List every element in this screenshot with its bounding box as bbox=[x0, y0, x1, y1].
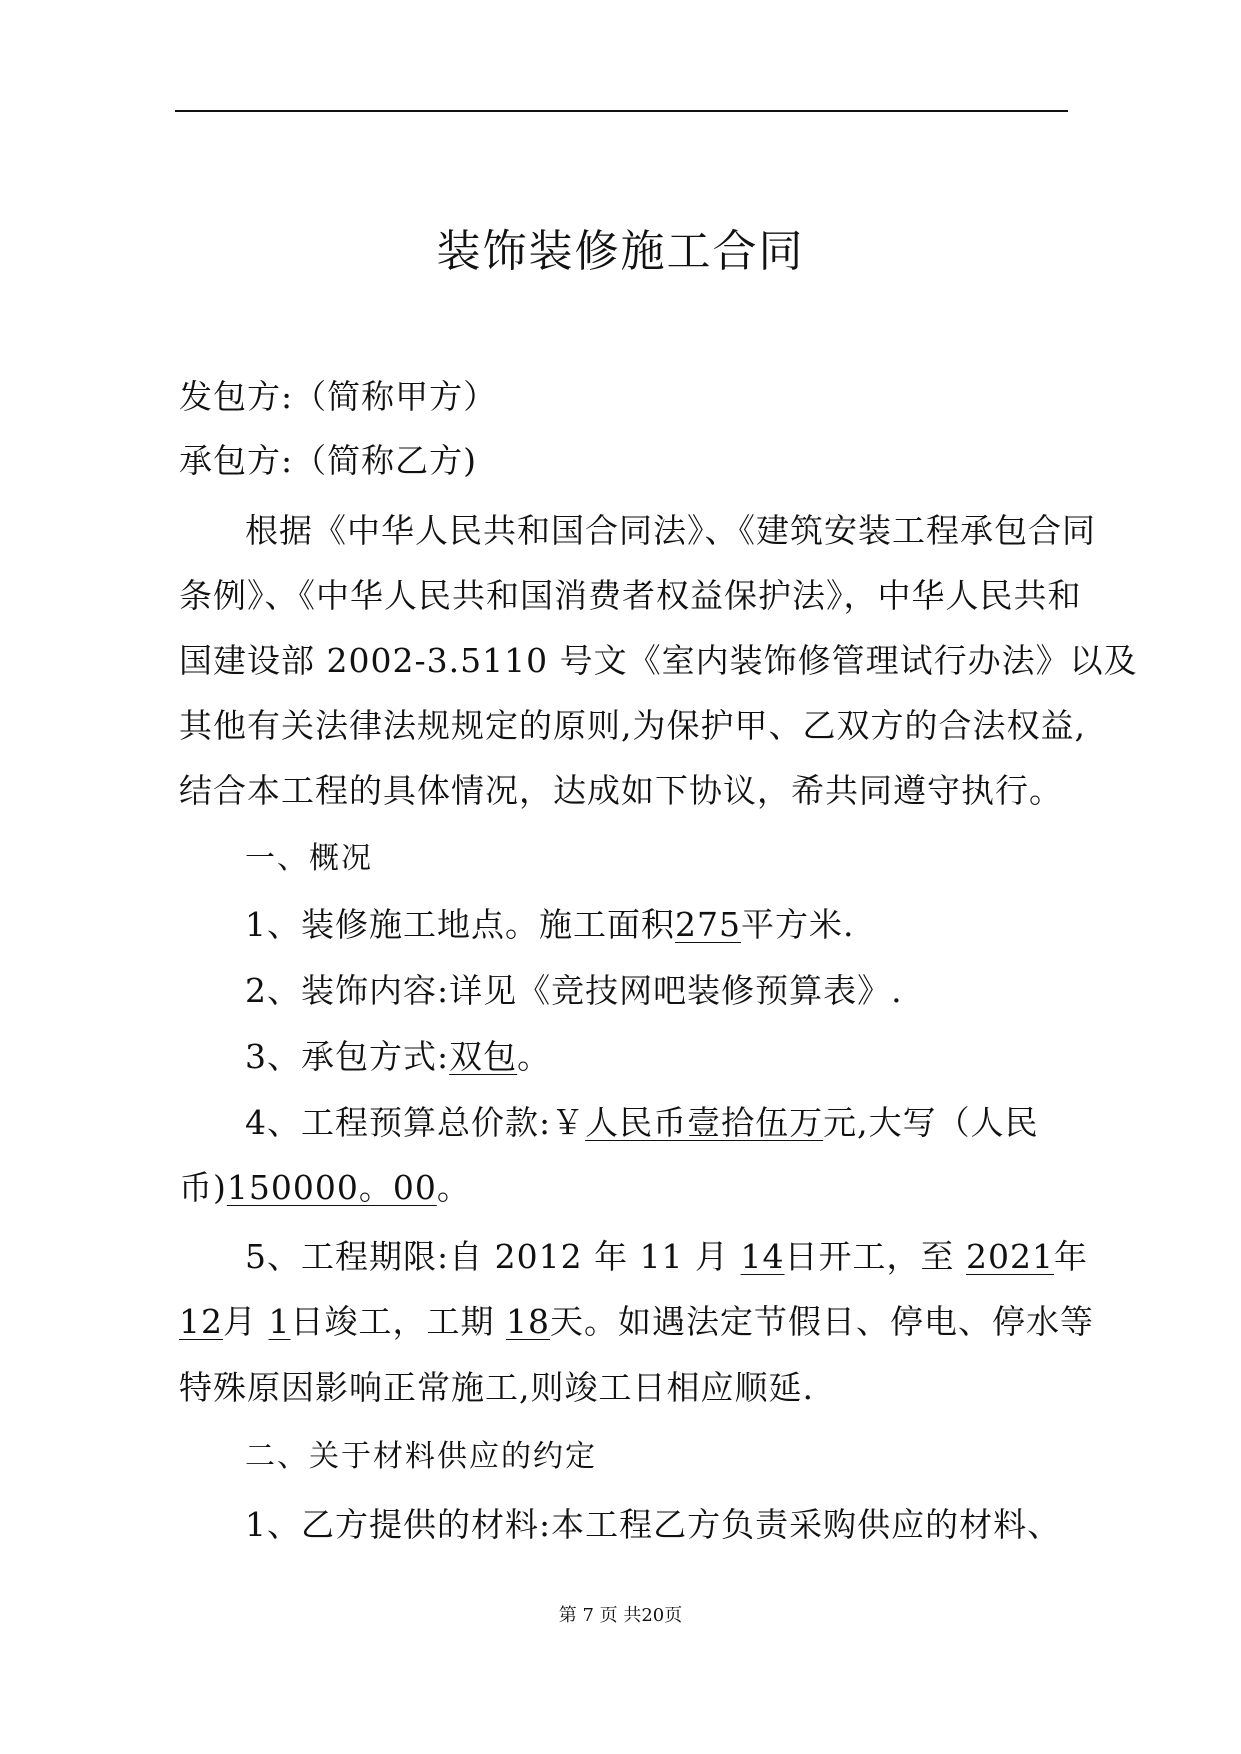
section-one-item-5-line-2 bbox=[179, 1297, 1094, 1347]
section-one-item-4-line-2 bbox=[179, 1163, 471, 1213]
duration-value: 18 bbox=[506, 1302, 550, 1341]
item4-prefix: 4、工程预算总价款:￥ bbox=[245, 1103, 586, 1142]
intro-line-2: 条例》、《中华人民共和国消费者权益保护法》，中华人民共和 bbox=[179, 576, 1082, 615]
intro-line-5: 结合本工程的具体情况，达成如下协议，希共同遵守执行。 bbox=[179, 771, 1063, 810]
item4-suffix: 元,大写（人民 bbox=[823, 1103, 1039, 1142]
party-b-line: 承包方:（简称乙方) bbox=[179, 441, 477, 480]
end-year-value: 2021 bbox=[966, 1237, 1055, 1276]
construction-area-value: 275 bbox=[675, 905, 741, 944]
intro-line-4: 其他有关法律法规规定的原则,为保护甲、乙双方的合法权益, bbox=[179, 706, 1086, 745]
section-one-item-5-line-1 bbox=[245, 1232, 1088, 1282]
start-day-value: 14 bbox=[740, 1237, 785, 1276]
item3-prefix: 3、承包方式: bbox=[245, 1037, 450, 1076]
budget-amount-words: 人民币壹拾伍万 bbox=[585, 1103, 824, 1142]
section-one-item-4-line-1 bbox=[245, 1098, 1065, 1148]
party-a-line: 发包方:（简称甲方） bbox=[179, 377, 498, 416]
section-one-heading: 一、概况 bbox=[245, 841, 373, 876]
section-one-item-2: 2、装饰内容:详见《竞技网吧装修预算表》. bbox=[245, 971, 903, 1010]
item5-day-suffix: 日竣工，工期 bbox=[290, 1302, 495, 1341]
intro-line-3: 国建设部 2002-3.5110 号文《室内装饰修管理试行办法》以及 bbox=[179, 641, 1138, 680]
contract-method-value: 双包 bbox=[449, 1037, 518, 1076]
end-day-value: 1 bbox=[268, 1302, 291, 1341]
section-two-heading: 二、关于材料供应的约定 bbox=[245, 1439, 597, 1474]
item5-month-suffix: 月 bbox=[223, 1302, 257, 1341]
item5-prefix: 5、工程期限:自 2012 年 11 月 bbox=[245, 1237, 730, 1276]
header-rule bbox=[175, 110, 1068, 112]
intro-line-1: 根据《中华人民共和国合同法》、《建筑安装工程承包合同 bbox=[245, 511, 1096, 550]
budget-amount-number: 150000。00 bbox=[226, 1168, 437, 1207]
item5-year-suffix: 年 bbox=[1054, 1237, 1089, 1276]
document-title: 装饰装修施工合同 bbox=[436, 226, 805, 277]
page-footer: 第 7 页 共20页 bbox=[558, 1605, 683, 1626]
item1-prefix: 1、装修施工地点。施工面积 bbox=[245, 905, 675, 944]
item4-line2-prefix: 币) bbox=[179, 1168, 227, 1207]
section-one-item-3 bbox=[245, 1032, 551, 1082]
section-two-item-1: 1、乙方提供的材料:本工程乙方负责采购供应的材料、 bbox=[245, 1505, 1062, 1544]
section-one-item-1 bbox=[245, 900, 855, 950]
item1-suffix: 平方米. bbox=[741, 905, 855, 944]
end-month-value: 12 bbox=[179, 1302, 223, 1341]
section-one-item-5-line-3: 特殊原因影响正常施工,则竣工日相应顺延. bbox=[179, 1368, 814, 1407]
item4-line2-suffix: 。 bbox=[436, 1168, 471, 1207]
item3-suffix: 。 bbox=[517, 1037, 552, 1076]
item5-mid: 日开工，至 bbox=[784, 1237, 955, 1276]
item5-duration-suffix: 天。如遇法定节假日、停电、停水等 bbox=[550, 1302, 1094, 1341]
